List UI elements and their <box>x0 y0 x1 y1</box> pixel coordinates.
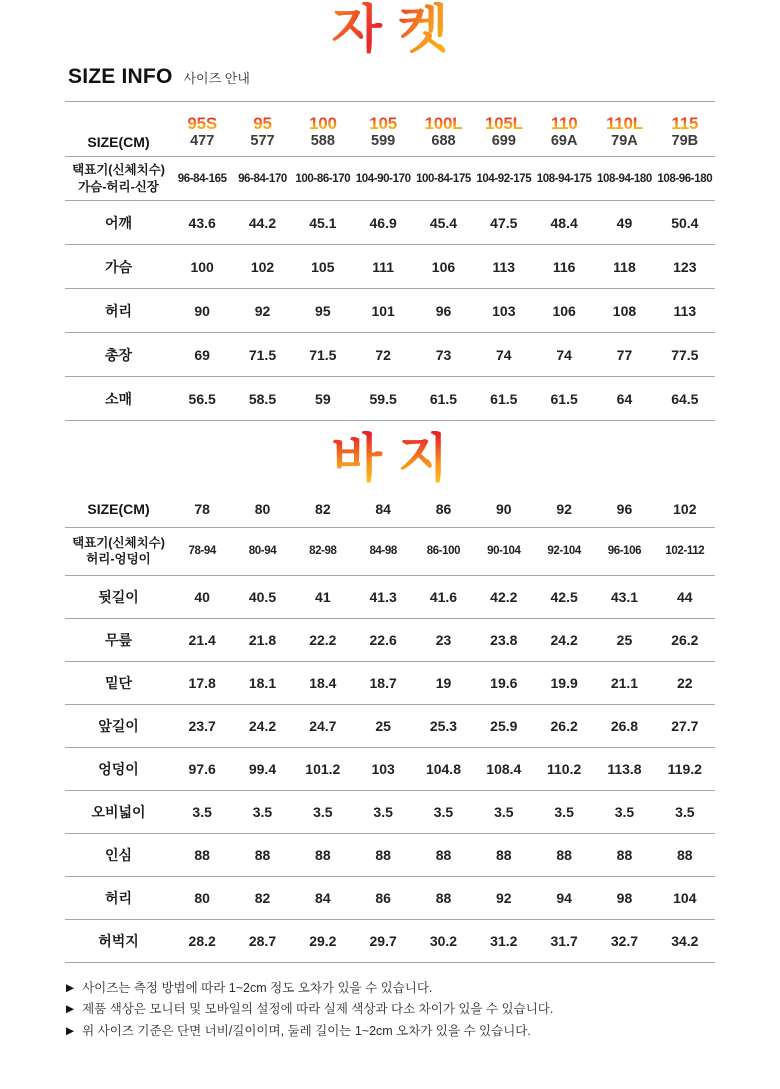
measurement-value: 59 <box>315 390 331 407</box>
measurement-value: 77 <box>616 346 633 363</box>
measurement-value: 88 <box>496 846 512 863</box>
measurement-value: 106 <box>552 302 576 319</box>
size-column-header <box>594 490 654 527</box>
size-column-header <box>293 490 353 527</box>
size-column-header <box>232 102 292 157</box>
measurement-value: 44.2 <box>248 214 277 231</box>
measurement-value: 71.5 <box>309 346 337 363</box>
measurement-value: 23.7 <box>188 717 216 734</box>
measurement-value: 23 <box>435 631 452 648</box>
table-row <box>65 833 715 876</box>
measurement-value: 119.2 <box>667 760 702 777</box>
size-column-header <box>534 490 594 527</box>
triangle-bullet-icon: ▶ <box>66 981 75 994</box>
measurement-value: 103 <box>371 760 395 777</box>
triangle-bullet-icon: ▶ <box>66 1024 75 1037</box>
measurement-value: 3.5 <box>554 803 574 820</box>
table-row <box>65 919 715 962</box>
row-label-line: 총장 <box>104 346 133 363</box>
row-label-line: 인심 <box>104 846 133 863</box>
measurement-value: 26.8 <box>610 717 639 734</box>
measurement-value: 88 <box>435 889 452 906</box>
measurement-value: 21.8 <box>248 631 277 648</box>
measurement-value: 106 <box>431 258 456 275</box>
measurement-value: 74 <box>496 346 512 363</box>
measurement-value: 3.5 <box>252 803 273 820</box>
measurement-value: 48.4 <box>550 214 578 231</box>
measurement-value: 26.2 <box>671 631 699 648</box>
measurement-value: 61.5 <box>550 390 578 407</box>
measurement-value: 41 <box>315 588 331 605</box>
measurement-value: 18.4 <box>309 674 337 691</box>
size-name: 90 <box>496 500 512 517</box>
row-label-line: 허리-엉덩이 <box>86 552 151 567</box>
table-row <box>65 201 715 245</box>
row-label-line: 택표기(신체치수) <box>72 536 165 551</box>
size-name: 102 <box>673 500 697 517</box>
size-name: 105 <box>353 114 413 133</box>
row-label-line: 앞길이 <box>98 717 139 734</box>
measurement-value: 50.4 <box>671 214 699 231</box>
row-label <box>65 833 172 876</box>
measurement-value: 3.5 <box>494 803 514 820</box>
size-column-header <box>413 102 473 157</box>
pants-title-section <box>0 431 780 488</box>
measurement-value: 17.8 <box>188 674 216 691</box>
size-code: 699 <box>491 132 516 149</box>
measurement-value: 94 <box>556 889 572 906</box>
row-label <box>65 661 172 704</box>
size-name: 80 <box>254 500 271 517</box>
measurement-value: 24.2 <box>248 717 277 734</box>
measurement-value: 95 <box>315 302 331 319</box>
measurement-value: 113.8 <box>607 760 642 777</box>
size-info-subheading: 사이즈 안내 <box>183 71 250 87</box>
measurement-value: 3.5 <box>433 803 454 820</box>
measurement-value: 92 <box>496 889 512 906</box>
measurement-value: 61.5 <box>490 390 518 407</box>
measurement-value: 96-84-165 <box>177 172 227 185</box>
size-column-header <box>534 102 594 157</box>
table-row <box>65 377 715 421</box>
row-label <box>65 333 172 377</box>
jacket-title-section <box>0 2 780 59</box>
table-row <box>65 575 715 618</box>
triangle-bullet-icon: ▶ <box>66 1003 75 1016</box>
measurement-value: 26.2 <box>550 717 578 734</box>
measurement-value: 108.4 <box>486 760 522 777</box>
size-name: 95 <box>232 114 292 133</box>
measurement-value: 40.5 <box>248 588 277 605</box>
row-label <box>65 575 172 618</box>
measurement-value: 110.2 <box>547 760 582 777</box>
measurement-value: 82-98 <box>309 545 337 558</box>
measurement-value: 96-84-170 <box>238 172 287 185</box>
measurement-value: 100 <box>190 258 214 275</box>
size-name: 110 <box>534 114 594 133</box>
measurement-value: 86 <box>375 889 391 906</box>
jacket-header-row <box>65 102 715 157</box>
row-label-line: 소매 <box>104 390 133 407</box>
measurement-value: 42.5 <box>550 588 578 605</box>
measurement-value: 25.9 <box>490 717 518 734</box>
measurement-value: 72 <box>375 346 391 363</box>
measurement-value: 46.9 <box>369 214 397 231</box>
measurement-value: 88 <box>254 846 271 863</box>
size-code: 79A <box>611 132 638 149</box>
measurement-value: 30.2 <box>429 932 458 949</box>
row-label <box>65 618 172 661</box>
size-code: 688 <box>431 132 456 149</box>
jacket-title: 자켓 <box>316 2 464 59</box>
measurement-value: 92-104 <box>547 545 581 558</box>
measurement-value: 22 <box>677 674 693 691</box>
measurement-value: 100-86-170 <box>295 172 351 185</box>
measurement-value: 22.6 <box>369 631 397 648</box>
measurement-value: 96-106 <box>607 545 642 558</box>
row-label <box>65 527 172 575</box>
pants-title: 바지 <box>316 431 464 488</box>
table-row <box>65 661 715 704</box>
note-item <box>66 1021 780 1043</box>
row-label-line: 택표기(신체치수) <box>72 163 165 178</box>
measurement-value: 41.6 <box>429 588 458 605</box>
row-label <box>65 790 172 833</box>
row-label <box>65 289 172 333</box>
notes-list <box>66 978 780 1043</box>
measurement-value: 22.2 <box>309 631 337 648</box>
measurement-value: 103 <box>492 302 516 319</box>
measurement-value: 25.3 <box>429 717 458 734</box>
measurement-value: 29.2 <box>309 932 337 949</box>
row-label <box>65 747 172 790</box>
measurement-value: 90-104 <box>487 545 521 558</box>
measurement-value: 44 <box>677 588 693 605</box>
row-label-line: 허리 <box>104 302 133 319</box>
measurement-value: 24.7 <box>309 717 337 734</box>
measurement-value: 18.1 <box>248 674 277 691</box>
size-name: 92 <box>556 500 572 517</box>
measurement-value: 3.5 <box>675 803 695 820</box>
size-name: 110L <box>594 114 654 133</box>
measurement-value: 19.9 <box>550 674 578 691</box>
size-column-header <box>655 490 715 527</box>
measurement-value: 88 <box>677 846 693 863</box>
measurement-value: 74 <box>556 346 572 363</box>
size-name: 100L <box>413 114 473 133</box>
row-label <box>65 704 172 747</box>
size-column-header <box>353 102 413 157</box>
jacket-size-table <box>65 101 715 421</box>
measurement-value: 88 <box>556 846 572 863</box>
measurement-value: 21.1 <box>610 674 639 691</box>
note-text: 제품 색상은 모니터 및 모바일의 설정에 따라 실제 색상과 다소 차이가 있을 수 있습니다. <box>82 1002 554 1017</box>
measurement-value: 111 <box>372 258 395 275</box>
measurement-value: 84-98 <box>369 545 397 558</box>
measurement-value: 34.2 <box>671 932 699 949</box>
measurement-value: 31.2 <box>490 932 518 949</box>
measurement-value: 123 <box>673 258 697 275</box>
measurement-value: 78-94 <box>188 545 216 558</box>
measurement-value: 101 <box>371 302 395 319</box>
measurement-value: 59.5 <box>369 390 397 407</box>
table-row <box>65 747 715 790</box>
pants-size-table <box>65 490 715 963</box>
measurement-value: 45.4 <box>429 214 458 231</box>
note-item <box>66 978 780 1000</box>
size-name: 96 <box>616 500 633 517</box>
measurement-value: 116 <box>552 258 576 275</box>
size-column-header <box>413 490 473 527</box>
measurement-value: 25 <box>616 631 633 648</box>
measurement-value: 56.5 <box>188 390 216 407</box>
size-name: 115 <box>655 114 715 133</box>
measurement-value: 82 <box>254 889 271 906</box>
size-name: 95S <box>172 114 232 133</box>
measurement-value: 102 <box>250 258 275 275</box>
measurement-value: 24.2 <box>550 631 578 648</box>
measurement-value: 80 <box>194 889 210 906</box>
measurement-value: 71.5 <box>248 346 277 363</box>
measurement-value: 73 <box>435 346 452 363</box>
table-row <box>65 245 715 289</box>
size-code: 577 <box>250 132 275 149</box>
measurement-value: 27.7 <box>671 717 699 734</box>
measurement-value: 58.5 <box>248 390 277 407</box>
measurement-value: 42.2 <box>490 588 518 605</box>
size-code: 79B <box>671 132 699 149</box>
measurement-value: 18.7 <box>369 674 397 691</box>
row-label <box>65 245 172 289</box>
size-name: 78 <box>194 500 210 517</box>
size-column-header <box>474 490 534 527</box>
row-label <box>65 157 172 201</box>
measurement-value: 108-94-180 <box>597 172 652 185</box>
measurement-value: 69 <box>194 346 210 363</box>
measurement-value: 100-84-175 <box>416 172 471 185</box>
measurement-value: 23.8 <box>490 631 518 648</box>
measurement-value: 3.5 <box>313 803 333 820</box>
measurement-value: 118 <box>613 258 636 275</box>
measurement-value: 77.5 <box>671 346 699 363</box>
measurement-value: 28.7 <box>248 932 277 949</box>
measurement-value: 40 <box>194 588 210 605</box>
size-name: 105L <box>474 114 534 133</box>
section-header <box>68 65 780 89</box>
table-row <box>65 790 715 833</box>
measurement-value: 80-94 <box>248 545 277 558</box>
size-column-header <box>172 102 232 157</box>
measurement-value: 88 <box>315 846 331 863</box>
size-column-header <box>353 490 413 527</box>
measurement-value: 19.6 <box>490 674 518 691</box>
measurement-value: 92 <box>254 302 271 319</box>
pants-header-row <box>65 490 715 527</box>
table-row <box>65 289 715 333</box>
measurement-value: 41.3 <box>369 588 397 605</box>
measurement-value: 97.6 <box>188 760 216 777</box>
measurement-value: 64.5 <box>671 390 699 407</box>
size-column-header <box>655 102 715 157</box>
measurement-value: 3.5 <box>373 803 393 820</box>
size-code: 599 <box>371 132 396 149</box>
measurement-value: 88 <box>435 846 452 863</box>
measurement-value: 104.8 <box>425 760 461 777</box>
measurement-value: 108 <box>612 302 637 319</box>
measurement-value: 3.5 <box>614 803 635 820</box>
measurement-value: 45.1 <box>309 214 337 231</box>
table-row <box>65 618 715 661</box>
row-label-line: 오비넓이 <box>91 803 146 820</box>
row-label-line: 가슴-허리-신장 <box>78 179 159 194</box>
measurement-value: 113 <box>673 302 697 319</box>
table-row <box>65 333 715 377</box>
row-label-line: 가슴 <box>104 258 133 275</box>
measurement-value: 43.1 <box>610 588 639 605</box>
measurement-value: 31.7 <box>550 932 578 949</box>
table-row <box>65 527 715 575</box>
row-label-line: 허리 <box>104 889 133 906</box>
measurement-value: 104-92-175 <box>476 172 532 185</box>
measurement-value: 90 <box>194 302 210 319</box>
measurement-value: 25 <box>375 717 391 734</box>
row-label-line: 밑단 <box>104 674 133 691</box>
measurement-value: 32.7 <box>610 932 639 949</box>
measurement-value: 108-94-175 <box>536 172 592 185</box>
size-column-header <box>293 102 353 157</box>
measurement-value: 113 <box>492 258 516 275</box>
measurement-value: 96 <box>435 302 452 319</box>
size-name: 100 <box>293 114 353 133</box>
note-item <box>66 999 780 1021</box>
note-text: 위 사이즈 기준은 단면 너비/길이이며, 둘레 길이는 1~2cm 오차가 있을 수 있습니다. <box>82 1023 531 1038</box>
size-code: 588 <box>310 132 335 149</box>
size-name: 86 <box>435 500 452 517</box>
measurement-value: 64 <box>616 390 633 407</box>
measurement-value: 104 <box>673 889 697 906</box>
measurement-value: 61.5 <box>429 390 458 407</box>
size-info-heading: SIZE INFO <box>68 65 173 89</box>
measurement-value: 101.2 <box>305 760 341 777</box>
size-cm-label: SIZE(CM) <box>87 500 150 517</box>
row-label <box>65 919 172 962</box>
size-code: 477 <box>190 132 215 149</box>
size-name: 82 <box>315 500 331 517</box>
row-label-line: 엉덩이 <box>98 760 139 777</box>
size-code: 69A <box>550 132 578 149</box>
measurement-value: 49 <box>616 214 633 231</box>
measurement-value: 29.7 <box>369 932 397 949</box>
note-text: 사이즈는 측정 방법에 따라 1~2cm 정도 오차가 있을 수 있습니다. <box>82 980 433 995</box>
measurement-value: 21.4 <box>188 631 216 648</box>
measurement-value: 88 <box>616 846 633 863</box>
measurement-value: 47.5 <box>490 214 518 231</box>
table-row <box>65 876 715 919</box>
row-label <box>65 876 172 919</box>
table-row <box>65 704 715 747</box>
measurement-value: 98 <box>616 889 633 906</box>
measurement-value: 86-100 <box>426 545 461 558</box>
measurement-value: 19 <box>435 674 452 691</box>
measurement-value: 108-96-180 <box>657 172 713 185</box>
row-label-line: 허벅지 <box>98 932 139 949</box>
measurement-value: 28.2 <box>188 932 216 949</box>
row-label <box>65 377 172 421</box>
row-label-line: 어깨 <box>104 214 133 231</box>
size-column-header <box>594 102 654 157</box>
row-label-line: 무릎 <box>104 631 133 648</box>
measurement-value: 3.5 <box>192 803 212 820</box>
size-cm-label: SIZE(CM) <box>87 134 150 151</box>
size-column-header <box>232 490 292 527</box>
measurement-value: 104-90-170 <box>355 172 411 185</box>
size-column-header <box>172 490 232 527</box>
measurement-value: 99.4 <box>248 760 277 777</box>
row-label <box>65 201 172 245</box>
table-row <box>65 157 715 201</box>
size-name: 84 <box>375 500 391 517</box>
measurement-value: 88 <box>375 846 391 863</box>
measurement-value: 105 <box>311 258 335 275</box>
row-label-line: 뒷길이 <box>98 588 139 605</box>
measurement-value: 84 <box>315 889 331 906</box>
measurement-value: 88 <box>194 846 210 863</box>
measurement-value: 43.6 <box>188 214 216 231</box>
measurement-value: 102-112 <box>665 545 705 558</box>
size-column-header <box>474 102 534 157</box>
